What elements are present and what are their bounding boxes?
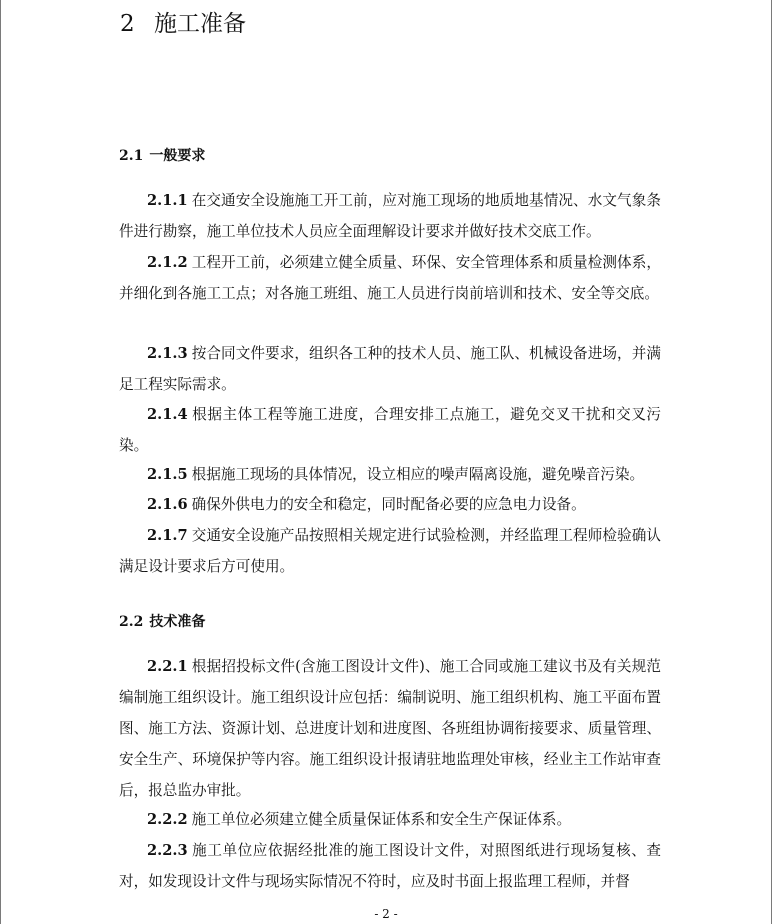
chapter-heading (120, 10, 246, 38)
paragraph-2-1-5 (119, 459, 661, 490)
paragraph-text: 根据施工现场的具体情况，设立相应的噪声隔离设施，避免噪音污染。 (191, 466, 645, 483)
paragraph-number: 2.1.7 (147, 527, 188, 544)
chapter-number: 2 (120, 11, 135, 37)
paragraph-number: 2.2.3 (147, 842, 188, 859)
paragraph-text: 根据招投标文件(含施工图设计文件)、施工合同或施工建议书及有关规范编制施工组织设计。施工组织设计应包括：编制说明、施工组织机构、施工平面布置图、施工方法、资源计划、总进度计划和进度图、各班组协调衔接要求、质量管理、安全生产、环境保护等内容。施工组织设计报请驻地监理处审核，经业主工作站审查后，报总监办审批。 (119, 658, 661, 799)
paragraph-number: 2.1.6 (147, 496, 188, 513)
paragraph-text: 根据主体工程等施工进度，合理安排工点施工，避免交叉干扰和交叉污染。 (119, 406, 661, 454)
paragraph-2-1-3 (119, 338, 661, 400)
section-title: 一般要求 (149, 148, 206, 164)
paragraph-number: 2.1.2 (147, 254, 188, 271)
section-heading-2-1 (119, 147, 205, 165)
paragraph-2-2-1 (119, 651, 661, 806)
paragraph-2-2-2 (119, 804, 661, 835)
chapter-title: 施工准备 (154, 11, 246, 37)
section-heading-2-2 (119, 613, 205, 631)
paragraph-number: 2.1.5 (147, 466, 188, 483)
paragraph-2-1-4 (119, 399, 661, 461)
paragraph-number: 2.1.1 (147, 192, 188, 209)
paragraph-2-1-6 (119, 489, 661, 520)
paragraph-2-1-2 (119, 247, 661, 309)
paragraph-2-1-1 (119, 185, 661, 247)
paragraph-text: 施工单位应依据经批准的施工图设计文件，对照图纸进行现场复核、查对，如发现设计文件与现场实际情况不符时，应及时书面上报监理工程师，并督 (119, 842, 661, 890)
paragraph-2-2-3 (119, 835, 661, 897)
paragraph-number: 2.2.1 (147, 658, 188, 675)
paragraph-text: 按合同文件要求，组织各工种的技术人员、施工队、机械设备进场，并满足工程实际需求。 (119, 345, 661, 393)
paragraph-text: 施工单位必须建立健全质量保证体系和安全生产保证体系。 (191, 811, 572, 828)
paragraph-text: 在交通安全设施施工开工前，应对施工现场的地质地基情况、水文气象条件进行勘察，施工单位技术人员应全面理解设计要求并做好技术交底工作。 (119, 192, 661, 240)
section-number: 2.1 (119, 148, 144, 164)
section-number: 2.2 (119, 614, 144, 630)
paragraph-text: 确保外供电力的安全和稳定，同时配备必要的应急电力设备。 (191, 496, 586, 513)
paragraph-2-1-7 (119, 520, 661, 582)
page-number: - 2 - (374, 907, 398, 921)
paragraph-number: 2.1.3 (147, 345, 188, 362)
paragraph-number: 2.2.2 (147, 811, 188, 828)
paragraph-text: 工程开工前，必须建立健全质量、环保、安全管理体系和质量检测体系，并细化到各施工工点；对各施工班组、施工人员进行岗前培训和技术、安全等交底。 (119, 254, 661, 302)
section-title: 技术准备 (149, 614, 206, 630)
paragraph-number: 2.1.4 (147, 406, 188, 423)
paragraph-text: 交通安全设施产品按照相关规定进行试验检测，并经监理工程师检验确认满足设计要求后方可使用。 (119, 527, 661, 575)
